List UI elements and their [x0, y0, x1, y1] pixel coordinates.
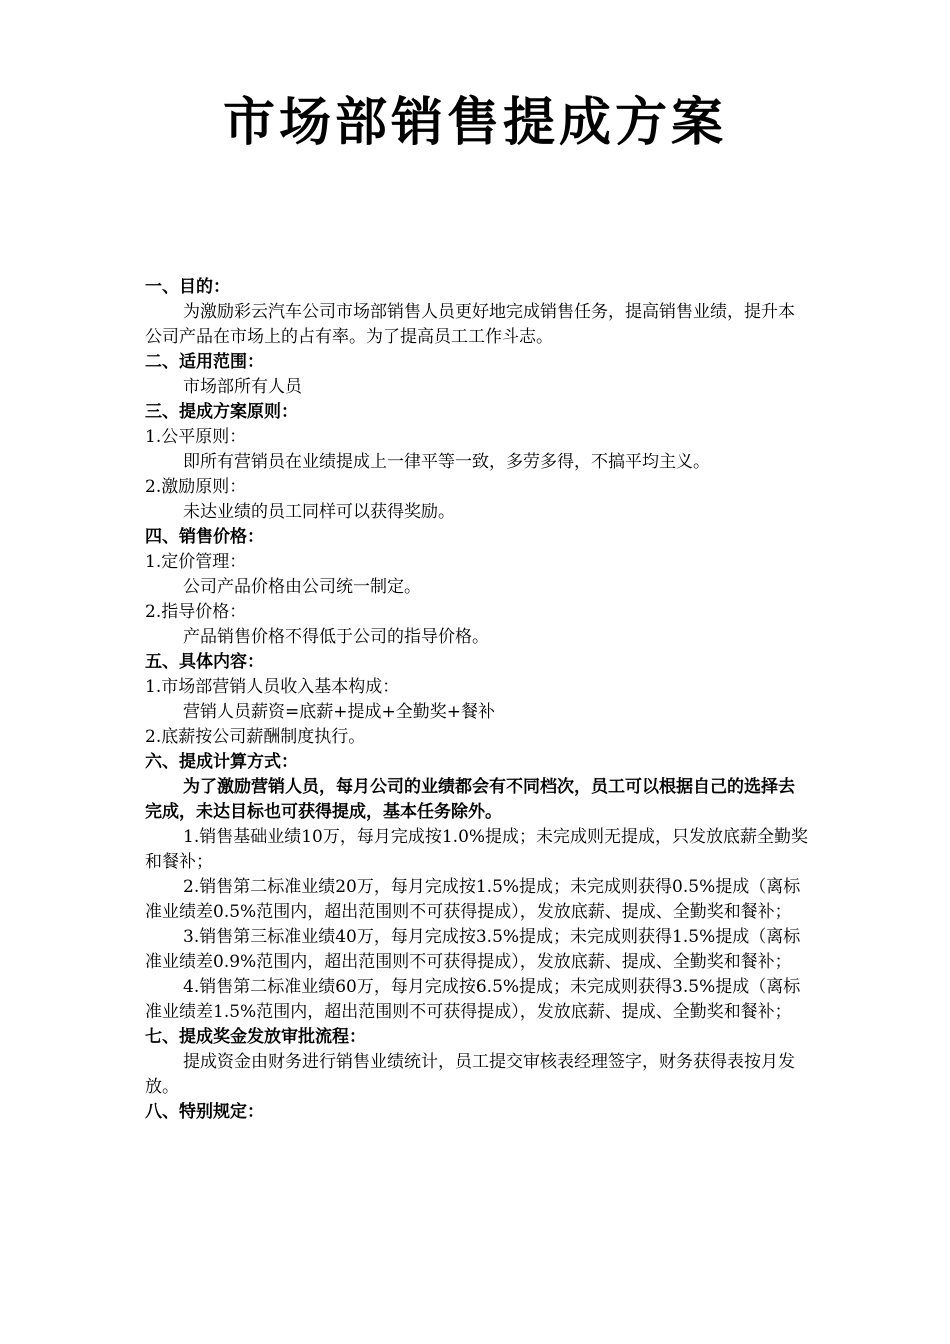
section-heading-content: 五、具体内容： — [145, 652, 264, 672]
paragraph-scope: 市场部所有人员 — [183, 377, 302, 397]
section-heading-calculation: 六、提成计算方式： — [145, 752, 298, 772]
item-incentive: 2.激励原则： — [145, 477, 247, 497]
paragraph-purpose: 为激励彩云汽车公司市场部销售人员更好地完成销售任务，提高销售业绩，提升本公司产品在市场上的占有率。为了提高员工工作斗志。 — [145, 302, 795, 347]
paragraph-fairness: 即所有营销员在业绩提成上一律平等一致，多劳多得，不搞平均主义。 — [183, 452, 710, 472]
rule-tier-3: 3.销售第三标准业绩40万，每月完成按3.5%提成；未完成则获得1.5%提成（离标准业绩差0.9%范围内，超出范围则不可获得提成），发放底薪、提成、全勤奖和餐补； — [145, 927, 801, 972]
paragraph-income: 营销人员薪资=底薪+提成+全勤奖+餐补 — [183, 702, 495, 722]
document-body — [145, 275, 810, 1125]
paragraph-approval: 提成资金由财务进行销售业绩统计，员工提交审核表经理签字，财务获得表按月发放。 — [145, 1052, 795, 1097]
section-heading-approval: 七、提成奖金发放审批流程： — [145, 1027, 366, 1047]
section-heading-price: 四、销售价格： — [145, 527, 264, 547]
rule-tier-4: 4.销售第二标准业绩60万，每月完成按6.5%提成；未完成则获得3.5%提成（离标准业绩差1.5%范围内，超出范围则不可获得提成），发放底薪、提成、全勤奖和餐补； — [145, 977, 801, 1022]
section-heading-special: 八、特别规定： — [145, 1102, 264, 1122]
document-title: 市场部销售提成方案 — [222, 93, 727, 153]
section-heading-scope: 二、适用范围： — [145, 352, 264, 372]
paragraph-guide-price: 产品销售价格不得低于公司的指导价格。 — [183, 627, 489, 647]
rule-tier-1: 1.销售基础业绩10万，每月完成按1.0%提成；未完成则无提成，只发放底薪全勤奖和餐补； — [145, 827, 809, 872]
item-income: 1.市场部营销人员收入基本构成： — [145, 677, 400, 697]
item-guide-price: 2.指导价格： — [145, 602, 247, 622]
item-pricing: 1.定价管理： — [145, 552, 247, 572]
rule-tier-2: 2.销售第二标准业绩20万，每月完成按1.5%提成；未完成则获得0.5%提成（离标准业绩差0.5%范围内，超出范围则不可获得提成），发放底薪、提成、全勤奖和餐补； — [145, 877, 801, 922]
item-fairness: 1.公平原则： — [145, 427, 247, 447]
paragraph-pricing: 公司产品价格由公司统一制定。 — [183, 577, 421, 597]
paragraph-calculation-intro: 为了激励营销人员，每月公司的业绩都会有不同档次，员工可以根据自己的选择去完成，未达目标也可获得提成，基本任务除外。 — [145, 777, 795, 822]
paragraph-incentive: 未达业绩的员工同样可以获得奖励。 — [183, 502, 455, 522]
section-heading-purpose: 一、目的： — [145, 277, 230, 297]
item-base-salary: 2.底薪按公司薪酬制度执行。 — [145, 727, 366, 747]
section-heading-principles: 三、提成方案原则： — [145, 402, 298, 422]
